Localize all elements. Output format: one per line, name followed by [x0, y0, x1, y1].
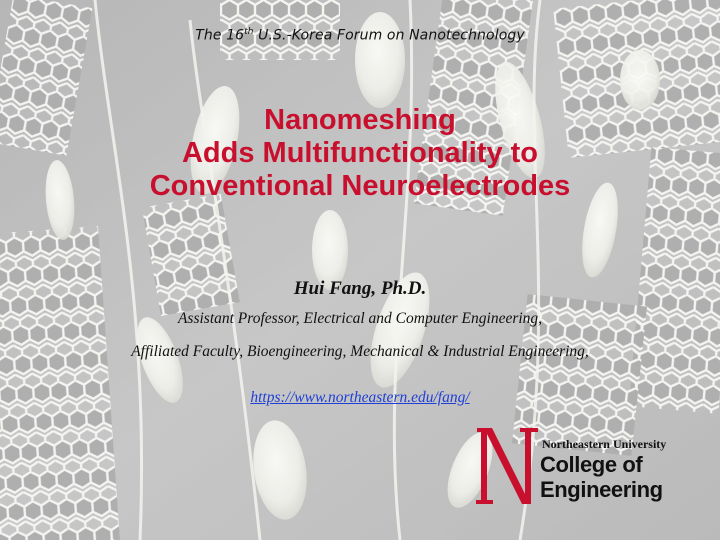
lab-url-link[interactable]: https://www.northeastern.edu/fang/ [250, 389, 470, 406]
lab-url [0, 389, 720, 407]
logo-college-line-1: College of [540, 452, 643, 477]
title-line-2: Adds Multifunctionality to [181, 137, 538, 169]
logo-college-line-2: Engineering [540, 477, 663, 502]
title-line-3: Conventional Neuroelectrodes [149, 170, 571, 202]
title-line-1: Nanomeshing [264, 104, 456, 136]
affiliation-primary: Assistant Professor, Electrical and Computer Engineering, [177, 310, 543, 327]
northeastern-coe-logo [474, 426, 704, 510]
author-name: Hui Fang, Ph.D. [293, 278, 427, 299]
affiliation-secondary: Affiliated Faculty, Bioengineering, Mechanical & Industrial Engineering, [131, 343, 589, 360]
forum-name: The 16th U.S.-Korea Forum on Nanotechnology [195, 27, 525, 44]
northeastern-n-mark-icon [474, 426, 538, 510]
logo-university-name: Northeastern University [542, 437, 667, 451]
slide-title [60, 104, 660, 203]
